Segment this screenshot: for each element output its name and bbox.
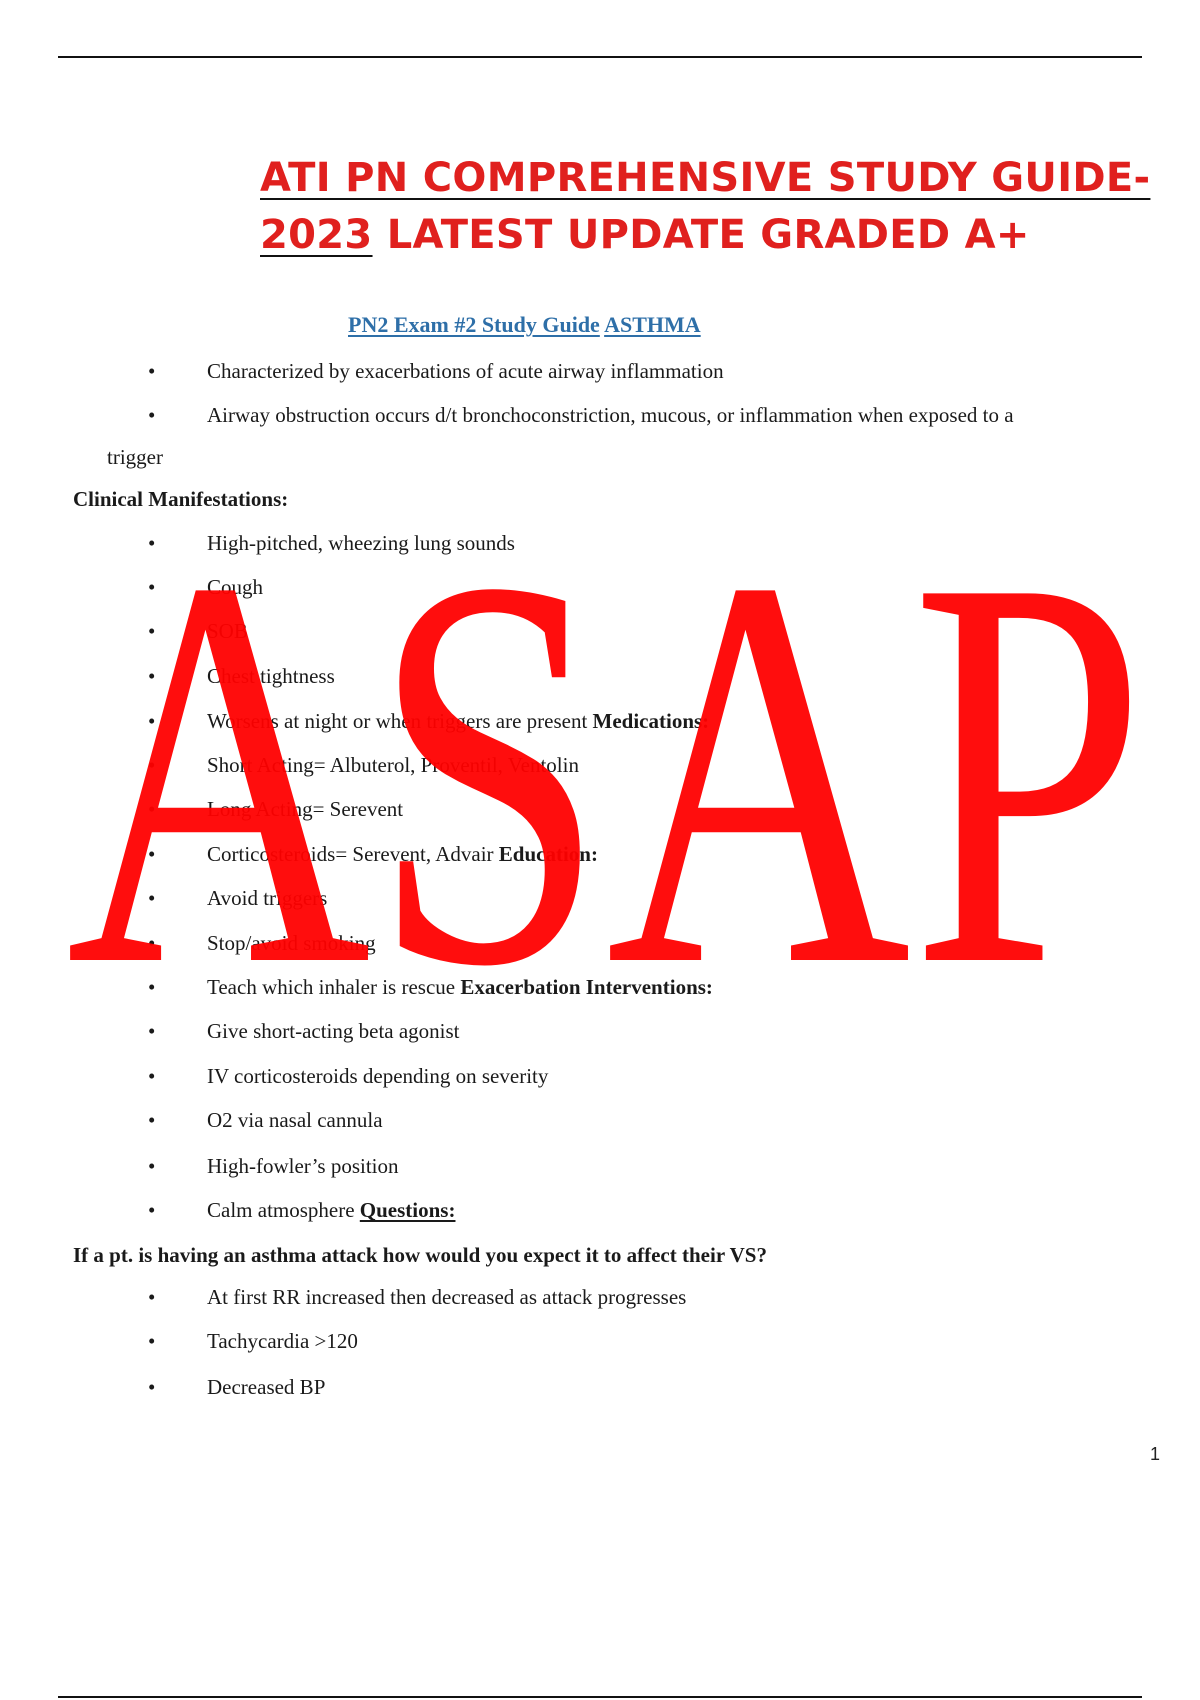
heading-education: Education: xyxy=(498,842,598,866)
bullet-icon: • xyxy=(148,1019,156,1043)
subtitle-study-guide: PN2 Exam #2 Study Guide xyxy=(348,312,600,337)
watermark-text: ASAP xyxy=(66,540,1146,970)
top-rule xyxy=(58,56,1142,58)
bullet-icon: • xyxy=(148,931,156,955)
bullet-icon: • xyxy=(148,619,156,643)
bullet-icon: • xyxy=(148,975,156,999)
bullet-icon: • xyxy=(148,1154,156,1178)
question-text: If a pt. is having an asthma attack how would you expect it to affect their VS? xyxy=(73,1243,767,1267)
bullet-icon: • xyxy=(148,575,156,599)
title-line-2-rest: LATEST UPDATE GRADED A+ xyxy=(372,212,1030,258)
bullet-icon: • xyxy=(148,403,156,427)
bullet-icon: • xyxy=(148,1198,156,1222)
bullet-icon: • xyxy=(148,1285,156,1309)
document-title xyxy=(260,150,1151,264)
bullet-icon: • xyxy=(148,531,156,555)
bullet-icon: • xyxy=(148,664,156,688)
bullet-icon: • xyxy=(148,842,156,866)
heading-exacerbation-interventions: Exacerbation Interventions: xyxy=(460,975,713,999)
bullet-icon: • xyxy=(148,1329,156,1353)
bullet-icon: • xyxy=(148,1108,156,1132)
heading-questions: Questions: xyxy=(359,1198,456,1222)
title-line-2 xyxy=(260,207,1140,264)
title-year: 2023 xyxy=(260,212,373,258)
continuation-text: trigger xyxy=(107,445,163,469)
page-number: 1 xyxy=(1150,1444,1161,1464)
heading-clinical-manifestations: Clinical Manifestations: xyxy=(73,487,289,511)
subtitle-asthma: ASTHMA xyxy=(604,312,701,337)
bullet-icon: • xyxy=(148,1064,156,1088)
title-line-1: ATI PN COMPREHENSIVE STUDY GUIDE- xyxy=(260,155,1151,201)
bullet-icon: • xyxy=(148,797,156,821)
bottom-rule xyxy=(58,1696,1142,1698)
heading-medications: Medications: xyxy=(592,709,710,733)
bullet-icon: • xyxy=(148,359,156,383)
bullet-icon: • xyxy=(148,1375,156,1399)
bullet-icon: • xyxy=(148,886,156,910)
bullet-icon: • xyxy=(148,709,156,733)
section-subtitle xyxy=(348,312,701,338)
bullet-icon: • xyxy=(148,753,156,777)
